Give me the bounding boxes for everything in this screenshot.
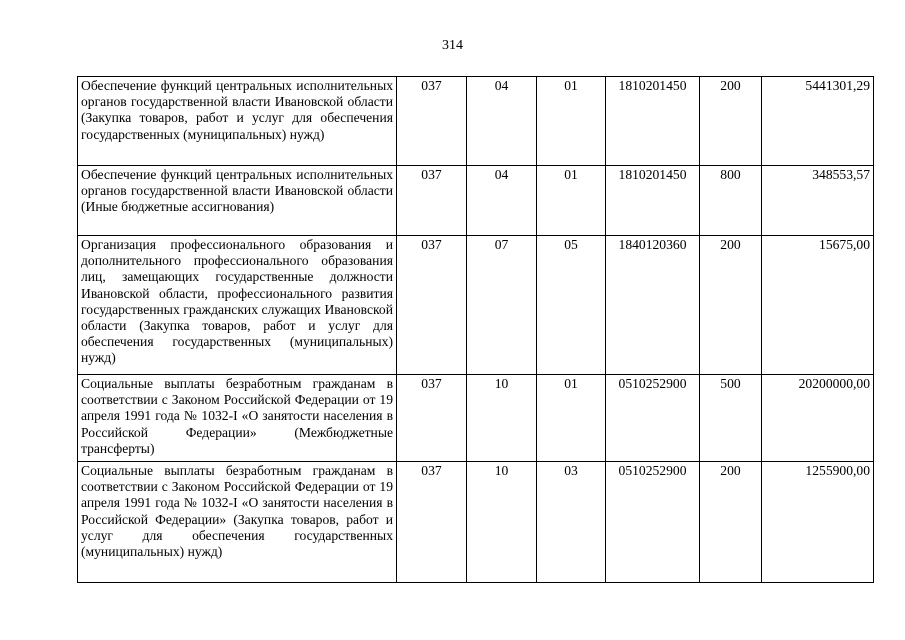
target-code-cell: 0510252900: [606, 462, 700, 583]
target-code-cell: 0510252900: [606, 375, 700, 462]
amount-cell: 15675,00: [762, 236, 874, 375]
subsection-code-cell: 01: [537, 77, 606, 166]
expense-type-cell: 200: [700, 236, 762, 375]
admin-code-cell: 037: [397, 166, 467, 236]
page-number: 314: [442, 38, 463, 53]
amount-cell: 1255900,00: [762, 462, 874, 583]
table-row: [78, 236, 874, 375]
table-row: [78, 166, 874, 236]
admin-code-cell: 037: [397, 77, 467, 166]
subsection-code-cell: 01: [537, 166, 606, 236]
section-code-cell: 07: [467, 236, 537, 375]
expense-type-cell: 800: [700, 166, 762, 236]
admin-code-cell: 037: [397, 375, 467, 462]
section-code-cell: 10: [467, 375, 537, 462]
expense-name-cell: Обеспечение функций центральных исполнительных органов государственной власти Ивановской области (Закупка товаров, работ и услуг для обеспечения государственных (муниципальных) нужд): [78, 77, 397, 166]
admin-code-cell: 037: [397, 236, 467, 375]
amount-cell: 348553,57: [762, 166, 874, 236]
section-code-cell: 10: [467, 462, 537, 583]
amount-cell: 20200000,00: [762, 375, 874, 462]
subsection-code-cell: 01: [537, 375, 606, 462]
target-code-cell: 1840120360: [606, 236, 700, 375]
section-code-cell: 04: [467, 166, 537, 236]
budget-table: [77, 76, 874, 583]
expense-name-cell: Обеспечение функций центральных исполнительных органов государственной власти Ивановской области (Иные бюджетные ассигнования): [78, 166, 397, 236]
subsection-code-cell: 03: [537, 462, 606, 583]
expense-name-cell: Социальные выплаты безработным гражданам в соответствии с Законом Российской Федерации от 19 апреля 1991 года № 1032-I «О занятости населения в Российской Федерации» (Закупка товаров, работ и услуг для обеспечения государственных (муниципальных) нужд): [78, 462, 397, 583]
expense-name-cell: Социальные выплаты безработным гражданам в соответствии с Законом Российской Федерации от 19 апреля 1991 года № 1032-I «О занятости населения в Российской Федерации» (Межбюджетные трансферты): [78, 375, 397, 462]
expense-type-cell: 200: [700, 462, 762, 583]
target-code-cell: 1810201450: [606, 166, 700, 236]
table-row: [78, 375, 874, 462]
amount-cell: 5441301,29: [762, 77, 874, 166]
expense-type-cell: 200: [700, 77, 762, 166]
section-code-cell: 04: [467, 77, 537, 166]
admin-code-cell: 037: [397, 462, 467, 583]
expense-name-cell: Организация профессионального образования и дополнительного профессионального образования лиц, замещающих государственные должности Ивановской области, профессионального развития государственных гражданских служащих Ивановской области (Закупка товаров, работ и услуг для обеспечения государственных (муниципальных) нужд): [78, 236, 397, 375]
table-row: [78, 462, 874, 583]
subsection-code-cell: 05: [537, 236, 606, 375]
table-row: [78, 77, 874, 166]
expense-type-cell: 500: [700, 375, 762, 462]
target-code-cell: 1810201450: [606, 77, 700, 166]
